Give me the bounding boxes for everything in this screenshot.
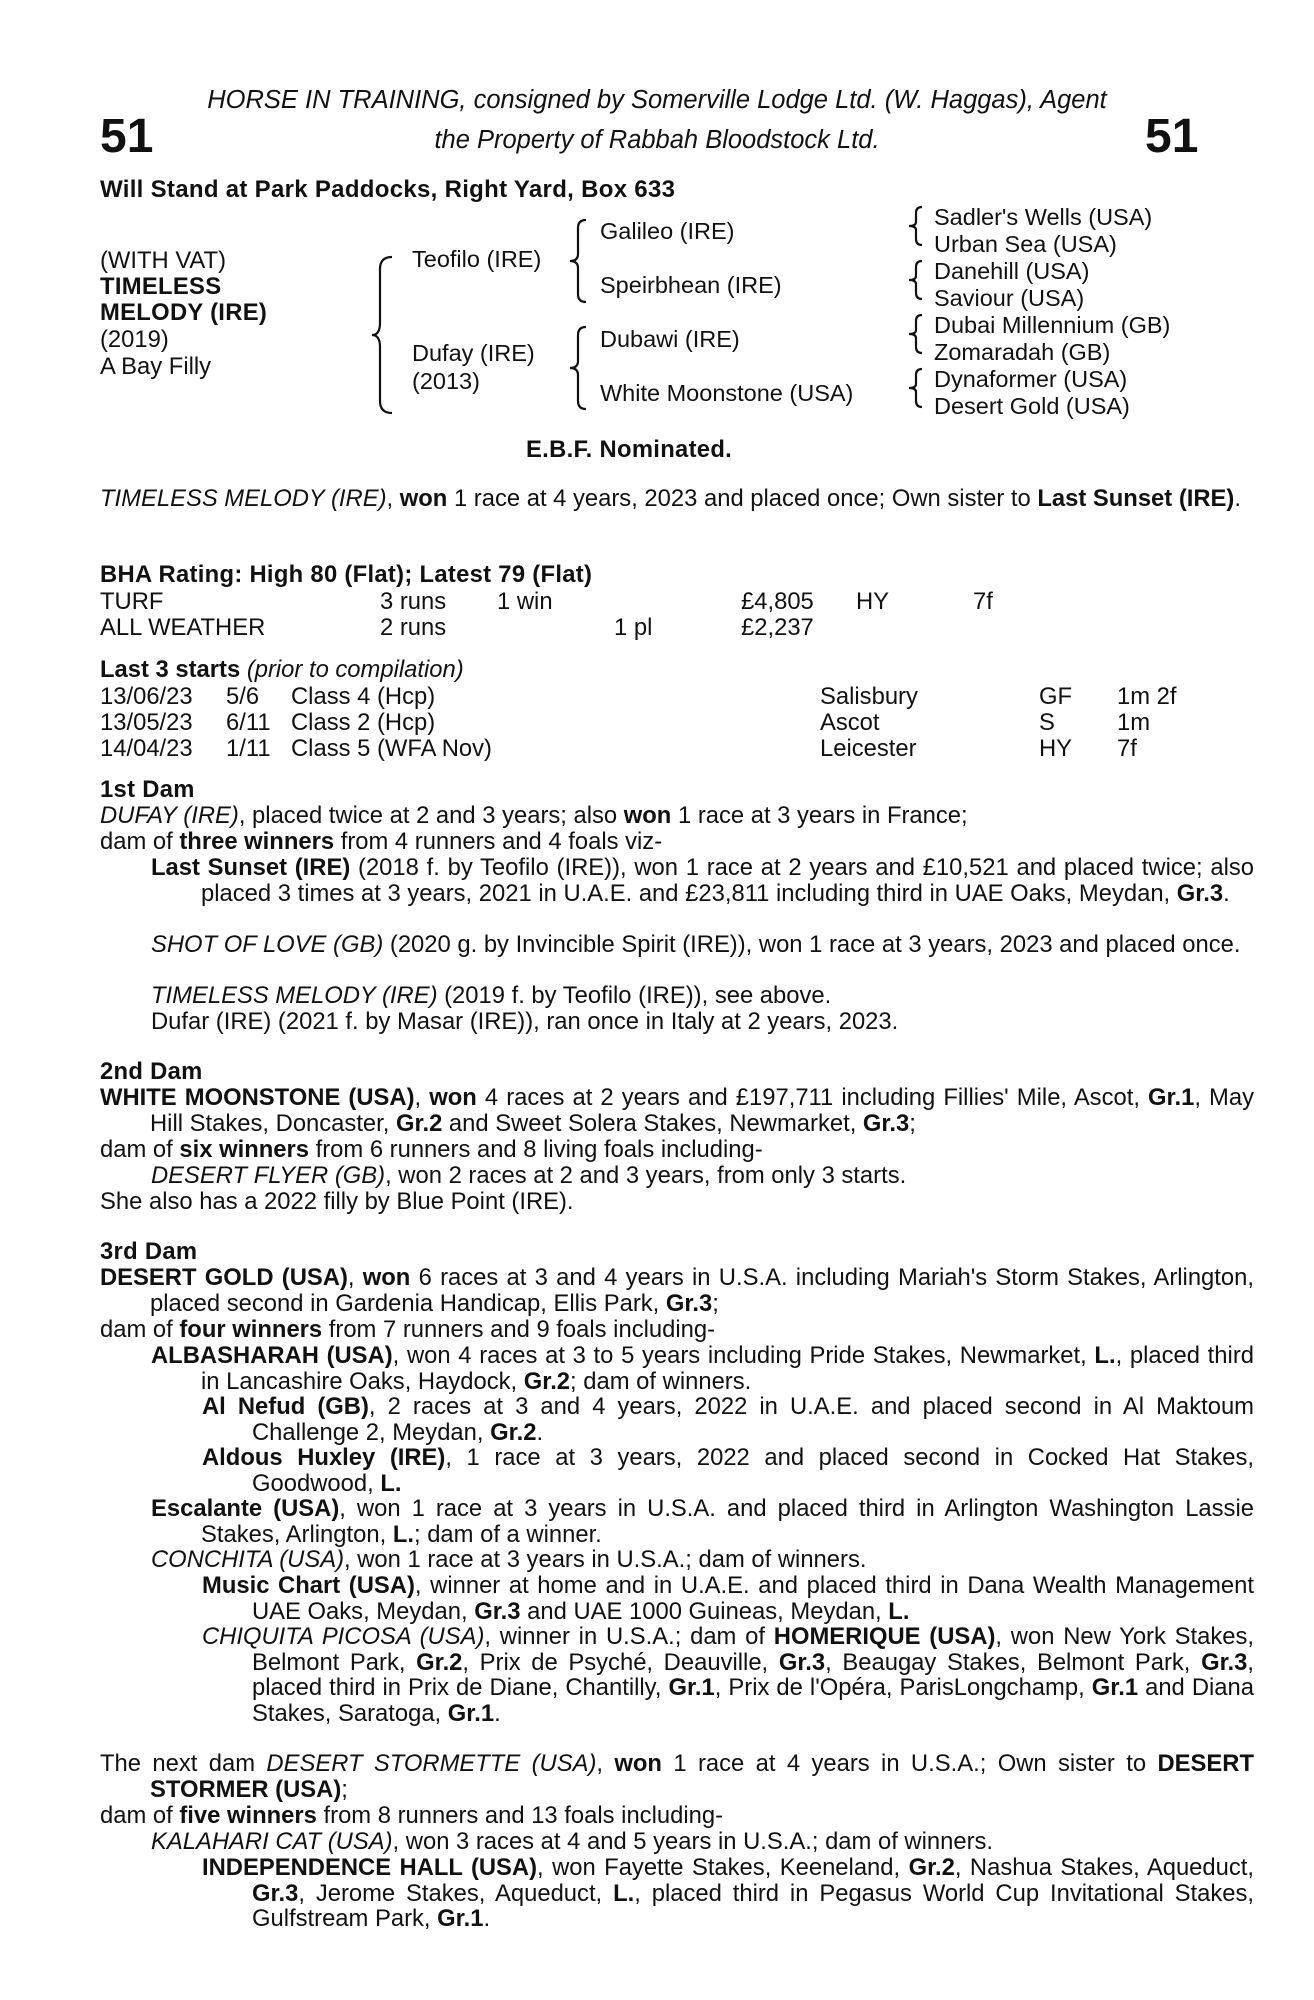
third-dam-produce: dam of four winners from 7 runners and 9 foals including- (100, 1316, 716, 1343)
produce-conchita: CONCHITA (USA), won 1 race at 3 years in U.S.A.; dam of winners. (151, 1546, 867, 1573)
third-dam-title: 3rd Dam (100, 1238, 198, 1265)
next-dam-record: The next dam DESERT STORMETTE (USA), won 1 race at 4 years in U.S.A.; Own sister to DESERT STORMER (USA); (100, 1750, 1254, 1803)
produce-desert-flyer: DESERT FLYER (GB), won 2 races at 2 and 3 years, from only 3 starts. (151, 1162, 907, 1189)
second-dam-title: 2nd Dam (100, 1058, 203, 1085)
first-dam-title: 1st Dam (100, 776, 195, 803)
dam-sire: Dubawi (IRE) (600, 326, 740, 352)
first-dam-line1: DUFAY (IRE), placed twice at 2 and 3 years; also won 1 race at 3 years in France; (100, 802, 968, 829)
second-dam-produce: dam of six winners from 6 runners and 8 living foals including- (100, 1136, 763, 1163)
produce-music-chart: Music Chart (USA), winner at home and in U.A.E. and placed third in Dana Wealth Management UAE Oaks, Meydan, Gr.3 and UAE 1000 Guineas, Meydan, L. (202, 1572, 1254, 1625)
gen3-sds: Danehill (USA) (934, 258, 1090, 284)
ebf-nominated: E.B.F. Nominated. (526, 436, 733, 463)
stand-location: Will Stand at Park Paddocks, Right Yard, Box 633 (100, 176, 676, 203)
gen3-sdd: Saviour (USA) (934, 285, 1085, 311)
last-starts-title: Last 3 starts (prior to compilation) (100, 656, 464, 683)
gen3-dss: Dubai Millennium (GB) (934, 312, 1171, 338)
race-summary: TIMELESS MELODY (IRE), won 1 race at 4 years, 2023 and placed once; Own sister to Last Sunset (IRE). (100, 485, 1241, 512)
sire: Teofilo (IRE) (412, 246, 542, 272)
second-dam-2022-filly: She also has a 2022 filly by Blue Point (IRE). (100, 1188, 574, 1215)
produce-timeless-melody: TIMELESS MELODY (IRE) (2019 f. by Teofilo (IRE)), see above. (151, 982, 832, 1009)
horse-description: A Bay Filly (100, 353, 212, 380)
horse-name-line2: MELODY (IRE) (100, 299, 268, 326)
produce-chiquita-picosa: CHIQUITA PICOSA (USA), winner in U.S.A.; dam of HOMERIQUE (USA), won New York Stakes, Belmont Park, Gr.2, Prix de Psyché, Deauville, Gr.3, Beaugay Stakes, Belmont Park, Gr.3, placed third in Prix de Diane, Chantilly, Gr.1, Prix de l'Opéra, ParisLongchamp, Gr.1 and Diana Stakes, Saratoga, Gr.1. (202, 1623, 1255, 1727)
third-dam-record: DESERT GOLD (USA), won 6 races at 3 and 4 years in U.S.A. including Mariah's Storm Stakes, Arlington, placed second in Gardenia Handicap, Ellis Park, Gr.3; (100, 1264, 1254, 1317)
produce-al-nefud: Al Nefud (GB), 2 races at 3 and 4 years, 2022 in U.A.E. and placed second in Al Maktoum Challenge 2, Meydan, Gr.2. (202, 1393, 1254, 1446)
first-dam-line2: dam of three winners from 4 runners and 4 foals viz- (100, 828, 663, 855)
next-dam-produce: dam of five winners from 8 runners and 13 foals including- (100, 1802, 724, 1829)
produce-dufar: Dufar (IRE) (2021 f. by Masar (IRE)), ran once in Italy at 2 years, 2023. (151, 1008, 899, 1035)
pedigree-brace-dd (906, 367, 928, 409)
pedigree-brace-sd (906, 259, 928, 301)
produce-albasharah: ALBASHARAH (USA), won 4 races at 3 to 5 years including Pride Stakes, Newmarket, L., placed third in Lancashire Oaks, Haydock, Gr.2; dam of winners. (151, 1342, 1254, 1395)
property-line: the Property of Rabbah Bloodstock Ltd. (434, 126, 880, 154)
gen3-dds: Dynaformer (USA) (934, 366, 1128, 392)
sire-sire: Galileo (IRE) (600, 218, 735, 244)
produce-independence-hall: INDEPENDENCE HALL (USA), won Fayette Stakes, Keeneland, Gr.2, Nashua Stakes, Aqueduct, Gr.3, Jerome Stakes, Aqueduct, L., placed third in Pegasus World Cup Invitational Stakes, Gulfstream Park, Gr.1. (202, 1854, 1255, 1933)
lot-number-right: 51 (1145, 110, 1199, 163)
gen3-ssd: Urban Sea (USA) (934, 231, 1117, 257)
dam-year: (2013) (412, 368, 480, 394)
dam-dam: White Moonstone (USA) (600, 380, 854, 406)
produce-aldous-huxley: Aldous Huxley (IRE), 1 race at 3 years, 2022 and placed second in Cocked Hat Stakes, Goodwood, L. (202, 1444, 1255, 1497)
produce-last-sunset: Last Sunset (IRE) (2018 f. by Teofilo (IRE)), won 1 race at 2 years and £10,521 and placed twice; also placed 3 times at 3 years, 2021 in U.A.E. and £23,811 including third in UAE Oaks, Meydan, Gr.3. (151, 854, 1254, 907)
summary-name: TIMELESS MELODY (IRE) (100, 485, 387, 512)
gen3-sss: Sadler's Wells (USA) (934, 204, 1153, 230)
summary-sister: Last Sunset (IRE) (1037, 485, 1235, 512)
gen3-ddd: Desert Gold (USA) (934, 393, 1130, 419)
pedigree-brace-ss (906, 205, 928, 247)
pedigree-brace-dam (568, 325, 592, 411)
horse-name-line1: TIMELESS (100, 273, 222, 300)
horse-year: (2019) (100, 326, 169, 353)
produce-kalahari-cat: KALAHARI CAT (USA), won 3 races at 4 and 5 years in U.S.A.; dam of winners. (151, 1828, 994, 1855)
second-dam-record: WHITE MOONSTONE (USA), won 4 races at 2 years and £197,711 including Fillies' Mile, Ascot, Gr.1, May Hill Stakes, Doncaster, Gr.2 and Sweet Solera Stakes, Newmarket, Gr.3; (100, 1084, 1254, 1137)
pedigree-brace-main (370, 255, 400, 415)
dam: Dufay (IRE) (412, 340, 535, 366)
pedigree-brace-ds (906, 313, 928, 355)
lot-number-left: 51 (100, 110, 154, 163)
pedigree-brace-sire (568, 218, 592, 304)
consignor-line: HORSE IN TRAINING, consigned by Somerville Lodge Ltd. (W. Haggas), Agent (207, 86, 1107, 114)
gen3-dsd: Zomaradah (GB) (934, 339, 1111, 365)
vat-note: (WITH VAT) (100, 247, 227, 274)
produce-escalante: Escalante (USA), won 1 race at 3 years in U.S.A. and placed third in Arlington Washington Lassie Stakes, Arlington, L.; dam of a winner. (151, 1495, 1254, 1548)
bha-rating: BHA Rating: High 80 (Flat); Latest 79 (Flat) (100, 561, 593, 588)
produce-shot-of-love: SHOT OF LOVE (GB) (2020 g. by Invincible Spirit (IRE)), won 1 race at 3 years, 2023 and placed once. (151, 931, 1241, 958)
sire-dam: Speirbhean (IRE) (600, 272, 782, 298)
